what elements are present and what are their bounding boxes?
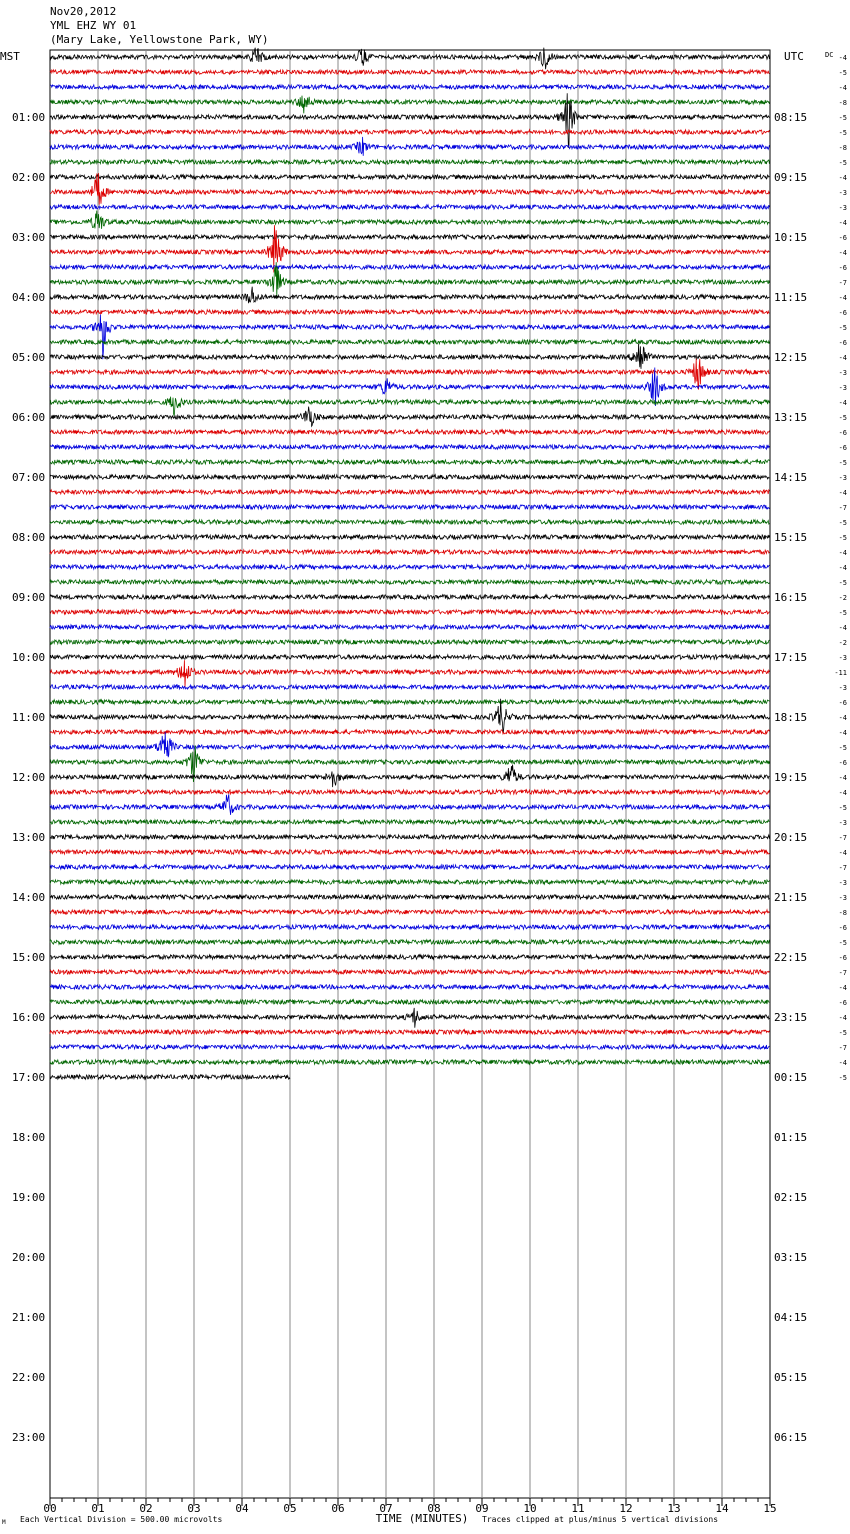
trace-line [50, 287, 769, 304]
x-tick-label: 00 [43, 1502, 57, 1515]
trace-line [50, 835, 769, 839]
left-hour-label: 07:00 [12, 471, 46, 484]
dc-offset-label: -4 [838, 789, 847, 797]
trace-line [50, 137, 769, 156]
trace-line [50, 880, 769, 884]
dc-offset-label: -7 [838, 1044, 847, 1052]
trace-line [50, 1045, 769, 1049]
trace-line [50, 625, 769, 629]
dc-offset-label: -5 [838, 1074, 847, 1082]
dc-offset-label: -5 [838, 459, 847, 467]
dc-offset-label: -6 [838, 429, 847, 437]
dc-offset-label: -4 [838, 564, 847, 572]
trace-line [50, 850, 769, 854]
left-hour-label: 05:00 [12, 351, 46, 364]
dc-offset-label: -7 [838, 504, 847, 512]
right-hour-label: 18:15 [774, 711, 808, 724]
dc-offset-label: -5 [838, 804, 847, 812]
x-tick-label: 01 [91, 1502, 105, 1515]
right-hour-label: 13:15 [774, 411, 808, 424]
right-hour-label: 14:15 [774, 471, 808, 484]
dc-offset-label: -5 [838, 744, 847, 752]
dc-offset-label: -4 [838, 354, 847, 362]
dc-offset-label: -3 [838, 474, 847, 482]
dc-offset-label: -3 [838, 654, 847, 662]
left-hour-label: 16:00 [12, 1011, 46, 1024]
dc-offset-label: -4 [838, 984, 847, 992]
trace-line [50, 430, 769, 434]
trace-line [50, 730, 769, 734]
dc-offset-label: -3 [838, 204, 847, 212]
trace-line [50, 445, 769, 449]
clip-note: Traces clipped at plus/minus 5 vertical divisions [482, 1515, 719, 1524]
right-hour-label: 02:15 [774, 1191, 808, 1204]
left-hour-label: 03:00 [12, 231, 46, 244]
dc-offset-label: -6 [838, 339, 847, 347]
x-tick-label: 08 [427, 1502, 441, 1515]
left-hour-label: 04:00 [12, 291, 46, 304]
dc-offset-label: -5 [838, 519, 847, 527]
trace-line [50, 505, 769, 509]
left-hour-label: 23:00 [12, 1431, 46, 1444]
right-hour-label: 03:15 [774, 1251, 808, 1264]
dc-offset-label: -6 [838, 999, 847, 1007]
dc-offset-label: -3 [838, 879, 847, 887]
trace-line [50, 910, 769, 914]
trace-line [50, 490, 769, 494]
right-hour-label: 09:15 [774, 171, 808, 184]
dc-offset-label: -4 [838, 84, 847, 92]
dc-offset-label: -3 [838, 189, 847, 197]
trace-line [50, 70, 769, 74]
dc-offset-label: -6 [838, 309, 847, 317]
right-hour-label: 12:15 [774, 351, 808, 364]
x-tick-label: 09 [475, 1502, 489, 1515]
trace-line [50, 1008, 769, 1028]
dc-offset-label: -4 [838, 549, 847, 557]
trace-line [50, 820, 769, 824]
dc-label: DC [825, 51, 834, 59]
left-hour-label: 18:00 [12, 1131, 46, 1144]
trace-line [50, 211, 769, 229]
left-hour-label: 11:00 [12, 711, 46, 724]
trace-line [50, 925, 769, 929]
left-hour-label: 12:00 [12, 771, 46, 784]
dc-offset-label: -4 [838, 54, 847, 62]
right-hour-label: 16:15 [774, 591, 808, 604]
dc-offset-label: -6 [838, 924, 847, 932]
dc-offset-label: -5 [838, 129, 847, 137]
trace-line [50, 790, 769, 794]
dc-offset-label: -3 [838, 384, 847, 392]
left-hour-label: 02:00 [12, 171, 46, 184]
trace-line [50, 685, 769, 689]
left-hour-label: 09:00 [12, 591, 46, 604]
trace-line [50, 655, 769, 659]
dc-offset-label: -3 [838, 894, 847, 902]
trace-line [50, 344, 769, 369]
trace-line [50, 970, 769, 974]
dc-offset-label: -8 [838, 99, 847, 107]
trace-line [50, 265, 769, 269]
dc-offset-label: -4 [838, 849, 847, 857]
dc-offset-label: -7 [838, 969, 847, 977]
right-hour-label: 01:15 [774, 1131, 808, 1144]
trace-line [50, 160, 769, 164]
trace-line [50, 580, 769, 584]
trace-line [50, 865, 769, 869]
trace-line [50, 895, 769, 899]
right-hour-label: 21:15 [774, 891, 808, 904]
trace-line [50, 310, 769, 314]
dc-offset-label: -4 [838, 294, 847, 302]
trace-line [50, 235, 769, 239]
x-tick-label: 03 [187, 1502, 201, 1515]
dc-offset-label: -2 [838, 594, 847, 602]
left-hour-label: 17:00 [12, 1071, 46, 1084]
trace-line [50, 130, 769, 134]
trace-line [50, 340, 769, 344]
dc-offset-label: -5 [838, 159, 847, 167]
right-hour-label: 04:15 [774, 1311, 808, 1324]
x-tick-label: 11 [571, 1502, 585, 1515]
right-hour-label: 06:15 [774, 1431, 808, 1444]
dc-offset-label: -4 [838, 174, 847, 182]
trace-line [50, 475, 769, 479]
left-hour-label: 14:00 [12, 891, 46, 904]
station-location: (Mary Lake, Yellowstone Park, WY) [50, 33, 269, 46]
dc-offset-label: -4 [838, 219, 847, 227]
dc-offset-label: -8 [838, 144, 847, 152]
right-timezone-label: UTC [784, 50, 804, 63]
left-hour-label: 06:00 [12, 411, 46, 424]
x-tick-label: 12 [619, 1502, 633, 1515]
trace-line [50, 315, 769, 360]
right-hour-label: 23:15 [774, 1011, 808, 1024]
dc-offset-label: -6 [838, 234, 847, 242]
dc-offset-label: -4 [838, 729, 847, 737]
x-tick-label: 13 [667, 1502, 681, 1515]
dc-offset-label: -4 [838, 249, 847, 257]
dc-offset-label: -6 [838, 264, 847, 272]
dc-offset-label: -6 [838, 759, 847, 767]
dc-offset-label: -4 [838, 624, 847, 632]
right-hour-label: 20:15 [774, 831, 808, 844]
right-hour-label: 22:15 [774, 951, 808, 964]
left-hour-label: 20:00 [12, 1251, 46, 1264]
trace-line [50, 565, 769, 569]
left-hour-label: 13:00 [12, 831, 46, 844]
trace-line [50, 700, 769, 704]
dc-offset-label: -4 [838, 489, 847, 497]
dc-offset-label: -5 [838, 939, 847, 947]
plot-date: Nov20,2012 [50, 5, 117, 18]
trace-line [50, 765, 769, 788]
x-tick-label: 10 [523, 1502, 537, 1515]
dc-offset-label: -5 [838, 69, 847, 77]
right-hour-label: 05:15 [774, 1371, 808, 1384]
trace-line [50, 407, 769, 427]
dc-offset-label: -4 [838, 1059, 847, 1067]
trace-line [50, 732, 769, 757]
right-hour-label: 19:15 [774, 771, 808, 784]
trace-line [50, 460, 769, 464]
left-hour-label: 21:00 [12, 1311, 46, 1324]
dc-offset-label: -6 [838, 444, 847, 452]
trace-line [50, 595, 769, 599]
dc-offset-label: -5 [838, 324, 847, 332]
dc-offset-label: -3 [838, 819, 847, 827]
dc-offset-label: -4 [838, 1014, 847, 1022]
trace-line [50, 1060, 769, 1064]
left-hour-label: 10:00 [12, 651, 46, 664]
right-hour-label: 17:15 [774, 651, 808, 664]
dc-offset-label: -5 [838, 1029, 847, 1037]
x-tick-label: 06 [331, 1502, 345, 1515]
trace-line [50, 205, 769, 209]
x-tick-label: 02 [139, 1502, 153, 1515]
dc-offset-label: -5 [838, 609, 847, 617]
trace-line [50, 660, 769, 687]
trace-line [50, 640, 769, 644]
dc-offset-label: -5 [838, 414, 847, 422]
trace-line [50, 96, 769, 114]
x-tick-label: 04 [235, 1502, 249, 1515]
right-hour-label: 11:15 [774, 291, 808, 304]
dc-offset-label: -8 [838, 909, 847, 917]
left-hour-label: 22:00 [12, 1371, 46, 1384]
trace-line [50, 550, 769, 554]
corner-mark: M [2, 1519, 6, 1526]
dc-offset-label: -7 [838, 834, 847, 842]
dc-offset-label: -6 [838, 699, 847, 707]
trace-line [50, 520, 769, 524]
x-tick-label: 15 [763, 1502, 777, 1515]
dc-offset-label: -7 [838, 864, 847, 872]
right-hour-label: 08:15 [774, 111, 808, 124]
left-timezone-label: MST [0, 50, 20, 63]
left-hour-label: 01:00 [12, 111, 46, 124]
dc-offset-label: -2 [838, 639, 847, 647]
dc-offset-label: -6 [838, 954, 847, 962]
trace-line [50, 985, 769, 989]
scale-note: Each Vertical Division = 500.00 microvolts [20, 1515, 223, 1524]
trace-line [50, 794, 769, 815]
dc-offset-label: -7 [838, 279, 847, 287]
trace-line [50, 610, 769, 614]
left-hour-label: 15:00 [12, 951, 46, 964]
trace-line [50, 48, 769, 69]
right-hour-label: 15:15 [774, 531, 808, 544]
trace-line [50, 535, 769, 539]
right-hour-label: 10:15 [774, 231, 808, 244]
x-tick-label: 05 [283, 1502, 297, 1515]
trace-line [50, 940, 769, 944]
trace-line [50, 175, 769, 179]
left-hour-label: 19:00 [12, 1191, 46, 1204]
right-hour-label: 00:15 [774, 1071, 808, 1084]
trace-line [50, 1030, 769, 1034]
left-hour-label: 08:00 [12, 531, 46, 544]
dc-offset-label: -4 [838, 399, 847, 407]
dc-offset-label: -5 [838, 114, 847, 122]
trace-line [50, 1075, 290, 1079]
dc-offset-label: -4 [838, 774, 847, 782]
dc-offset-label: -5 [838, 579, 847, 587]
x-tick-label: 14 [715, 1502, 729, 1515]
trace-line [50, 955, 769, 959]
dc-offset-label: -3 [838, 684, 847, 692]
x-tick-label: 07 [379, 1502, 393, 1515]
dc-offset-label: -11 [834, 669, 847, 677]
dc-offset-label: -3 [838, 369, 847, 377]
station-code: YML EHZ WY 01 [50, 19, 137, 32]
trace-line [50, 173, 769, 205]
trace-line [50, 85, 769, 89]
dc-offset-label: -4 [838, 714, 847, 722]
dc-offset-label: -5 [838, 534, 847, 542]
trace-line [50, 1000, 769, 1004]
trace-line [50, 397, 769, 417]
x-axis-label: TIME (MINUTES) [375, 1512, 469, 1525]
